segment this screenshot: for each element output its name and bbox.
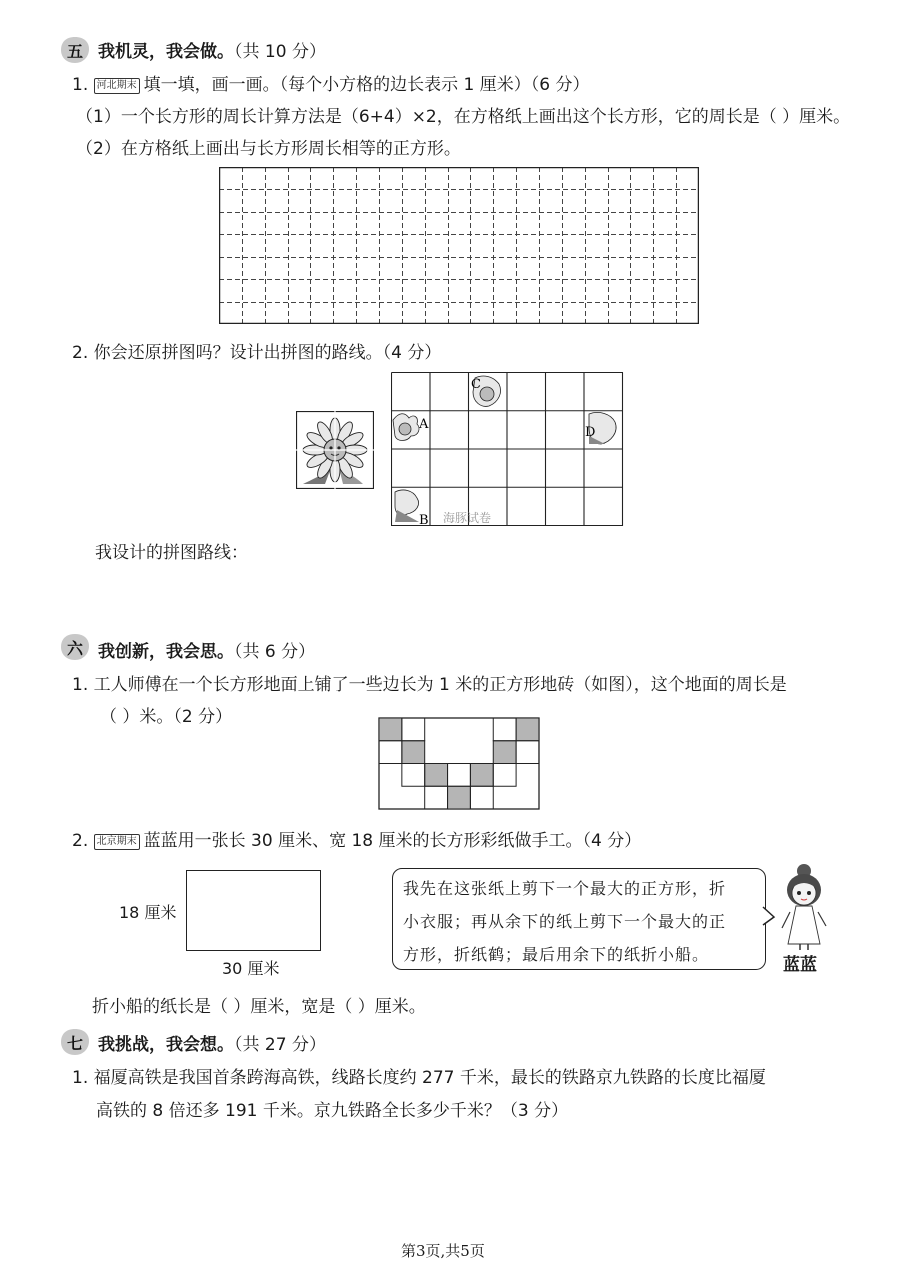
question-6-1-line2: （ ）米。（2 分） — [100, 707, 233, 727]
question-5-1-sub1: （1）一个长方形的周长计算方法是（6+4）×2，在方格纸上画出这个长方形，它的周长是（ ）厘米。 — [76, 107, 851, 127]
puzzle-piece-b-icon — [395, 490, 419, 522]
question-5-2: 2. 你会还原拼图吗？设计出拼图的路线。（4 分） — [72, 343, 442, 363]
exam-source-tag: 北京期末 — [94, 834, 140, 850]
section-score: （共 27 分） — [234, 1035, 326, 1055]
section-badge-7 — [60, 1028, 90, 1056]
width-label: 18 厘米 — [119, 903, 177, 922]
section-score: （共 6 分） — [234, 642, 316, 662]
grid-paper[interactable] — [219, 167, 699, 324]
character-name: 蓝蓝 — [783, 955, 817, 975]
girl-character-icon — [776, 862, 832, 952]
section-score: （共 10 分） — [234, 42, 326, 62]
speech-line: 方形，折纸鹤；最后用余下的纸折小船。 — [403, 945, 710, 964]
tile-floor-figure — [378, 717, 540, 810]
section-badge-5 — [60, 36, 90, 64]
question-number: 1. — [72, 75, 89, 95]
speech-bubble — [392, 868, 766, 970]
puzzle-label-d: D — [585, 425, 596, 440]
question-text: 填一填，画一画。（每个小方格的边长表示 1 厘米）（6 分） — [143, 75, 590, 95]
paper-rectangle — [186, 870, 321, 951]
puzzle-piece-a-icon — [393, 414, 419, 441]
speech-line: 小衣服；再从余下的纸上剪下一个最大的正 — [403, 912, 727, 931]
section-title-text: 我机灵，我会做。 — [98, 42, 234, 62]
section-badge-label: 五 — [66, 42, 83, 61]
exam-source-tag: 河北期末 — [94, 78, 140, 94]
section-title-text: 我挑战，我会想。 — [98, 1035, 234, 1055]
question-7-1-line2: 高铁的 8 倍还多 191 千米。京九铁路全长多少千米？（3 分） — [96, 1101, 569, 1121]
question-6-2 — [72, 830, 641, 852]
answer-prompt: 我设计的拼图路线： — [95, 543, 248, 563]
section-title-text: 我创新，我会思。 — [98, 642, 234, 662]
question-6-2-answer: 折小船的纸长是（ ）厘米，宽是（ ）厘米。 — [92, 997, 426, 1017]
puzzle-label-a: A — [419, 417, 429, 432]
question-number: 2. — [72, 831, 89, 851]
puzzle-label-b: B — [419, 513, 429, 527]
question-5-1 — [72, 74, 589, 96]
section-badge-label: 六 — [66, 639, 83, 658]
question-text: 蓝蓝用一张长 30 厘米、宽 18 厘米的长方形彩纸做手工。（4 分） — [143, 831, 642, 851]
section-title — [98, 1030, 326, 1055]
length-label: 30 厘米 — [222, 959, 280, 978]
speech-line: 我先在这张纸上剪下一个最大的正方形，折 — [403, 879, 727, 898]
section-title — [98, 637, 315, 662]
watermark: 海豚试卷 — [443, 511, 492, 525]
question-6-1-line1: 1. 工人师傅在一个长方形地面上铺了一些边长为 1 米的正方形地砖（如图），这个地面的周长是 — [72, 675, 787, 695]
question-5-1-sub2: （2）在方格纸上画出与长方形周长相等的正方形。 — [76, 139, 461, 159]
section-badge-label: 七 — [66, 1034, 83, 1053]
section-badge-6 — [60, 633, 90, 661]
page-number: 第3页,共5页 — [401, 1242, 485, 1260]
speech-bubble-tail — [762, 905, 776, 929]
puzzle-label-c: C — [471, 377, 481, 392]
puzzle-reference-picture — [296, 411, 374, 489]
puzzle-grid[interactable] — [391, 372, 624, 527]
section-title — [98, 37, 326, 62]
question-7-1-line1: 1. 福厦高铁是我国首条跨海高铁，线路长度约 277 千米，最长的铁路京九铁路的长度比福厦 — [72, 1068, 766, 1088]
